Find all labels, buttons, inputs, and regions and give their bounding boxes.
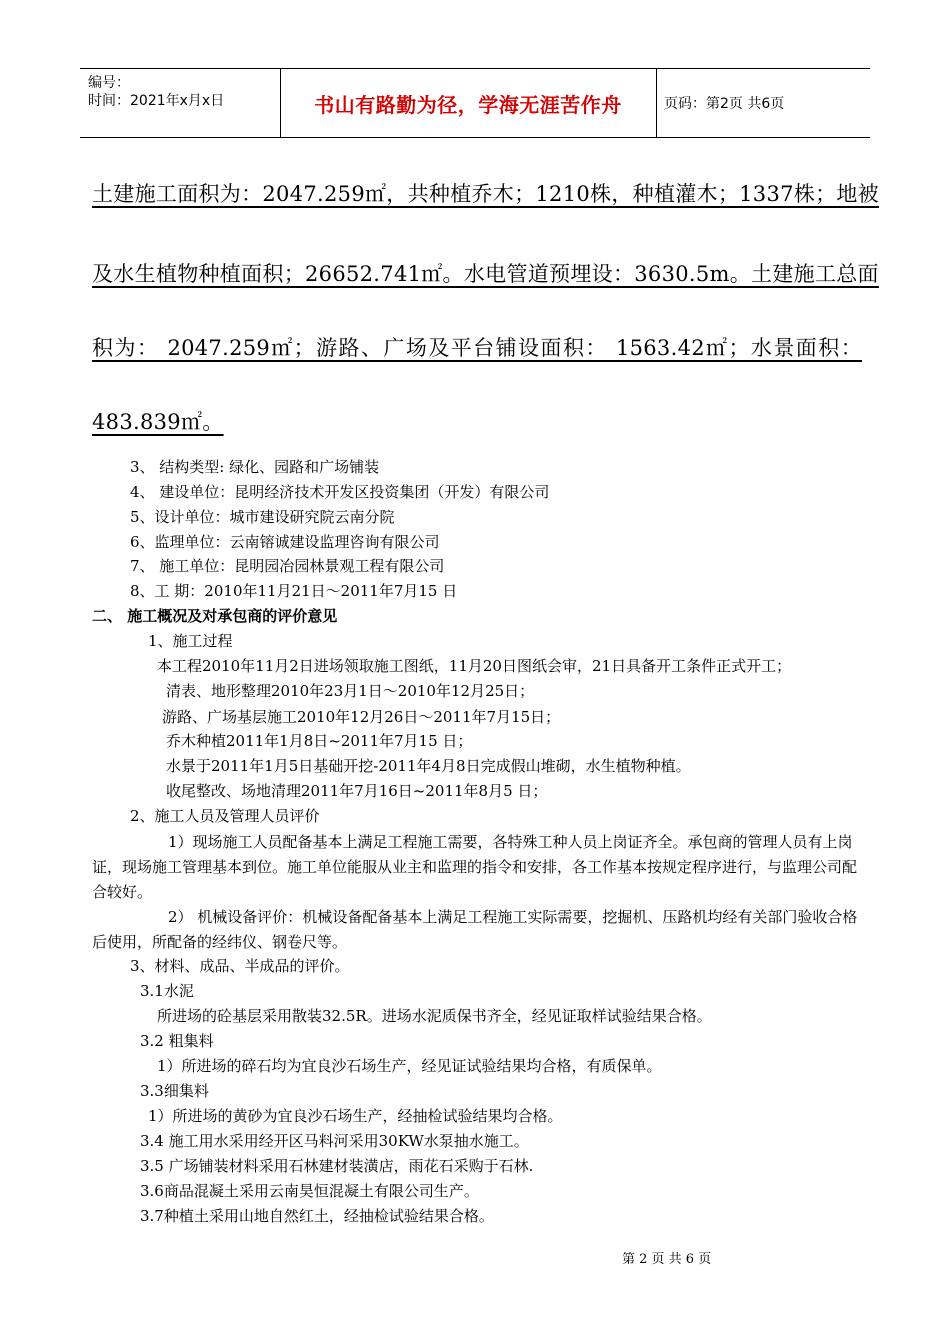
section-heading: 二、 施工概况及对承包商的评价意见 [92, 607, 338, 625]
material-item: 3.7种植土采用山地自然红土，经抽检试验结果合格。 [140, 1207, 494, 1225]
process-line: 水景于2011年1月5日基础开挖-2011年4月8日完成假山堆砌，水生植物种植。 [166, 757, 691, 775]
material-item: 3.1水泥 [140, 982, 194, 1000]
summary-line-3: 积为： 2047.259㎡；游路、广场及平台铺设面积： 1563.42㎡；水景面积： [92, 336, 862, 360]
summary-line-4: 483.839㎡。 [92, 410, 224, 434]
summary-line-1: 土建施工面积为：2047.259㎡，共种植乔木；1210株，种植灌木；1337株；地被 [92, 182, 879, 206]
document-date-label: 时间：2021年x月x日 [88, 93, 225, 109]
material-item: 1）所进场的黄砂为宜良沙石场生产，经抽检试验结果均合格。 [148, 1107, 563, 1125]
materials-heading: 3、材料、成品、半成品的评价。 [130, 957, 350, 975]
process-line: 游路、广场基层施工2010年12月26日～2011年7月15日； [162, 708, 561, 726]
material-item: 3.4 施工用水采用经开区马料河采用30KW水泵抽水施工。 [140, 1132, 529, 1150]
header-motto: 书山有路勤为径，学海无涯苦作舟 [280, 69, 657, 137]
summary-line-2: 及水生植物种植面积；26652.741㎡。水电管道预埋设：3630.5m。土建施工总面 [92, 262, 879, 286]
material-item: 1）所进场的碎石均为宜良沙石场生产，经见证试验结果均合格，有质保单。 [157, 1057, 662, 1075]
process-heading: 1、施工过程 [148, 632, 233, 650]
info-contractor: 7、 施工单位：昆明园冶园林景观工程有限公司 [130, 557, 445, 575]
header-meta [80, 69, 281, 137]
page-header [80, 68, 870, 138]
header-page-info: 页码：第2页 共6页 [664, 96, 785, 112]
material-item: 3.6商品混凝土采用云南昊恒混凝土有限公司生产。 [140, 1182, 479, 1200]
material-item: 3.2 粗集料 [140, 1032, 214, 1050]
personnel-heading: 2、施工人员及管理人员评价 [130, 807, 320, 825]
material-item: 所进场的砼基层采用散装32.5R。进场水泥质保书齐全，经见证取样试验结果合格。 [157, 1007, 712, 1025]
process-line: 清表、地形整理2010年23月1日～2010年12月25日； [166, 682, 535, 700]
process-line: 乔木种植2011年1月8日~2011年7月15 日； [166, 732, 473, 750]
info-designer: 5、设计单位：城市建设研究院云南分院 [130, 508, 395, 526]
equipment-paragraph: 2） 机械设备评价：机械设备配备基本上满足工程施工实际需要，挖掘机、压路机均经有关部门验收合格后使用，所配备的经纬仪、钢卷尺等。 [92, 908, 858, 951]
material-item: 3.5 广场铺装材料采用石林建材装潢店，雨花石采购于石林. [140, 1157, 534, 1175]
material-item: 3.3细集料 [140, 1082, 209, 1100]
page-footer: 第 2 页 共 6 页 [622, 1252, 712, 1267]
info-builder: 4、 建设单位：昆明经济技术开发区投资集团（开发）有限公司 [130, 483, 550, 501]
info-structure-type: 3、 结构类型: 绿化、园路和广场铺装 [130, 458, 380, 476]
info-duration: 8、工 期：2010年11月21日～2011年7月15 日 [130, 582, 458, 600]
document-number-label: 编号： [88, 75, 130, 91]
process-line: 收尾整改、场地清理2011年7月16日~2011年8月5 日； [166, 782, 548, 800]
process-line: 本工程2010年11月2日进场领取施工图纸，11月20日图纸会审，21日具备开工条件正式开工； [157, 657, 792, 675]
personnel-paragraph: 1）现场施工人员配备基本上满足工程施工需要，各特殊工种人员上岗证齐全。承包商的管理人员有上岗证，现场施工管理基本到位。施工单位能服从业主和监理的指令和安排，各工作基本按规定程序进行，与监理公司配合较好。 [92, 833, 858, 901]
info-supervisor: 6、监理单位：云南镕诚建设监理咨询有限公司 [130, 533, 440, 551]
